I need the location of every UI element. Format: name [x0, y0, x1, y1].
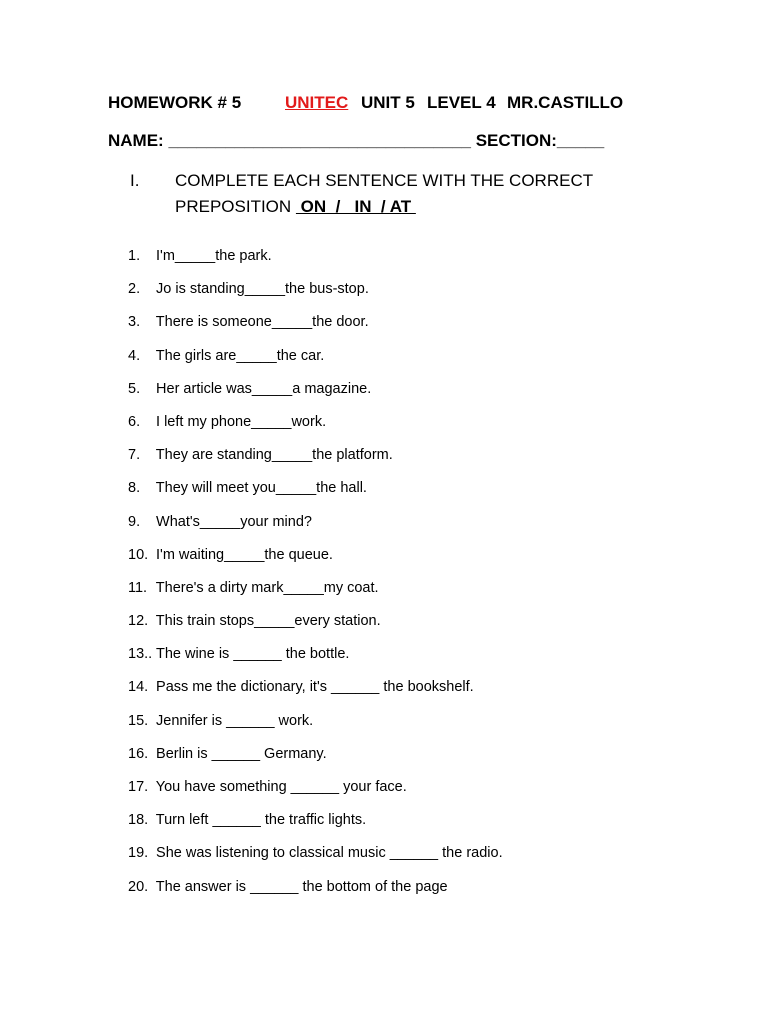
question-text: There is someone_____the door. — [155, 314, 369, 331]
teacher-name: MR.CASTILLO — [507, 93, 624, 112]
question-number: 9. — [128, 513, 141, 530]
question-item — [128, 744, 503, 777]
question-text: I'm_____the park. — [156, 248, 272, 264]
instruction-text — [175, 168, 595, 220]
question-item — [128, 512, 503, 545]
question-number: 15. — [128, 712, 149, 729]
question-item — [128, 711, 503, 744]
question-item — [128, 877, 503, 910]
question-item — [128, 412, 503, 445]
question-number: 6. — [128, 413, 141, 430]
question-item — [128, 810, 503, 843]
question-text: Jennifer is ______ work. — [156, 712, 314, 729]
section-numeral: I. — [130, 171, 140, 190]
unit-label: UNIT 5 — [361, 93, 415, 112]
preposition-options: ON / IN / AT — [295, 197, 416, 216]
question-number: 10. — [128, 546, 149, 563]
question-text: The answer is ______ the bottom of the page — [155, 878, 448, 895]
question-item — [128, 611, 503, 644]
question-text: Jo is standing_____the bus-stop. — [156, 281, 369, 298]
question-number: 16. — [128, 745, 149, 762]
question-number: 14. — [128, 679, 149, 696]
instruction-line-1: COMPLETE EACH SENTENCE WITH THE CORRECT — [175, 171, 594, 190]
question-item — [128, 279, 503, 312]
question-text: The wine is ______ the bottle. — [155, 646, 350, 663]
question-number: 4. — [128, 347, 141, 364]
question-text: The girls are_____the car. — [155, 347, 325, 364]
question-item — [128, 346, 503, 379]
question-text: Her article was_____a magazine. — [156, 380, 372, 397]
question-text: They are standing_____the platform. — [155, 447, 393, 464]
question-item — [128, 445, 503, 478]
question-text: Pass me the dictionary, it's ______ the bookshelf. — [156, 679, 474, 696]
question-item — [128, 843, 503, 876]
question-text: I'm waiting_____the queue. — [156, 546, 333, 563]
instruction-line-2 — [175, 194, 595, 220]
homework-number: HOMEWORK # 5 — [108, 93, 242, 112]
question-number: 12. — [128, 613, 149, 630]
question-number: 5. — [128, 380, 141, 397]
question-item — [128, 246, 503, 279]
question-text: Turn left ______ the traffic lights. — [155, 812, 367, 829]
question-number: 1. — [128, 248, 141, 264]
question-text: What's_____your mind? — [156, 513, 312, 530]
question-list — [128, 246, 503, 910]
name-section-line: NAME: ________________________________ SECTION:_____ — [108, 131, 605, 150]
question-text: I left my phone_____work. — [156, 413, 327, 430]
question-item — [128, 677, 503, 710]
school-name: UNITEC — [285, 93, 349, 112]
question-number: 8. — [128, 480, 141, 497]
level-label: LEVEL 4 — [427, 93, 496, 112]
question-text: There's a dirty mark_____my coat. — [155, 579, 379, 596]
question-item — [128, 777, 503, 810]
question-item — [128, 644, 503, 677]
question-text: Berlin is ______ Germany. — [156, 745, 327, 762]
question-number: 3. — [128, 314, 141, 331]
question-number: 18. — [128, 812, 149, 829]
question-item — [128, 578, 503, 611]
question-item — [128, 379, 503, 412]
instruction-word: PREPOSITION — [175, 197, 292, 216]
question-text: This train stops_____every station. — [155, 613, 381, 630]
question-number: 7. — [128, 447, 141, 464]
question-item — [128, 478, 503, 511]
question-number: 20. — [128, 878, 149, 895]
question-item — [128, 312, 503, 345]
question-item — [128, 545, 503, 578]
question-number: 13.. — [128, 646, 153, 663]
question-text: They will meet you_____the hall. — [155, 480, 367, 497]
question-number: 19. — [128, 845, 149, 862]
question-number: 2. — [128, 281, 141, 298]
question-number: 11. — [128, 579, 148, 596]
worksheet-header — [108, 93, 623, 113]
question-number: 17. — [128, 779, 149, 795]
question-text: She was listening to classical music ______ the radio. — [156, 845, 503, 862]
question-text: You have something ______ your face. — [155, 779, 407, 795]
